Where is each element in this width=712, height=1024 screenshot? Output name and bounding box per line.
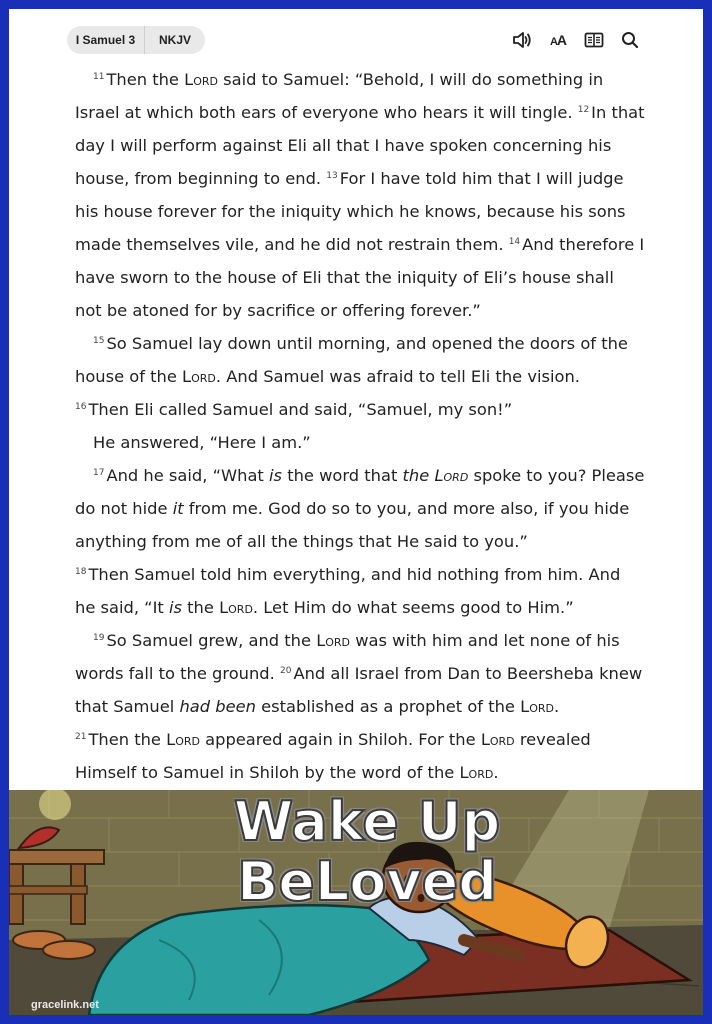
top-bar bbox=[9, 9, 703, 71]
search-icon bbox=[621, 31, 639, 49]
verse-17[interactable]: $^{17}$ And he said, “What is the word that the Lord spoke to you? Please do not hide it from me. God do so to you, and more also, if you hide anything from me of all the things that He said to you.” bbox=[75, 466, 645, 551]
paragraph bbox=[75, 393, 645, 426]
paragraph bbox=[75, 558, 645, 624]
banner-title: Wake Up BeLoved bbox=[233, 790, 501, 913]
verse-12[interactable]: $^{12}$ In that day I will perform against Eli all that I have spoken concerning his house, from beginning to end. bbox=[75, 103, 645, 188]
illustration-samuel-in-bed bbox=[9, 790, 703, 1015]
paragraph bbox=[75, 624, 645, 723]
book-chapter-button[interactable]: I Samuel 3 bbox=[67, 26, 145, 54]
font-size-icon: AA bbox=[549, 32, 567, 48]
verse-number: 19 bbox=[93, 633, 105, 643]
parallel-view-button[interactable] bbox=[583, 28, 605, 52]
paragraph bbox=[75, 327, 645, 393]
verse-number: 16 bbox=[75, 402, 87, 412]
toolbar bbox=[511, 28, 641, 52]
verse-number: 14 bbox=[508, 237, 521, 247]
verse-19[interactable]: $^{19}$ So Samuel grew, and the Lord was with him and let none of his words fall to the ground. bbox=[75, 631, 620, 683]
verse-number: 18 bbox=[75, 567, 87, 577]
verse-number: 11 bbox=[93, 72, 105, 82]
verse-16-answer[interactable]: He answered, “Here I am.” bbox=[93, 433, 311, 452]
verse-number: 17 bbox=[93, 468, 105, 478]
verse-number: 21 bbox=[75, 732, 87, 742]
verse-number: 20 bbox=[280, 666, 292, 676]
paragraph bbox=[75, 723, 645, 789]
verse-11[interactable]: $^{11}$ Then the Lord said to Samuel: “Behold, I will do something in Israel at which both ears of everyone who hears it will tingle. bbox=[75, 70, 604, 122]
font-size-button[interactable] bbox=[547, 28, 569, 52]
audio-button[interactable] bbox=[511, 28, 533, 52]
verse-number: 13 bbox=[326, 171, 338, 181]
reader-frame bbox=[9, 9, 703, 1015]
verse-15[interactable]: $^{15}$ So Samuel lay down until morning, and opened the doors of the house of the Lord. And Samuel was afraid to tell Eli the vision. bbox=[75, 334, 628, 386]
paragraph bbox=[75, 459, 645, 558]
verse-21[interactable]: $^{21}$ Then the Lord appeared again in Shiloh. For the Lord revealed Himself to Samuel in Shiloh by the word of the Lord. bbox=[75, 730, 591, 782]
passage-selector bbox=[67, 26, 205, 54]
verse-18[interactable]: $^{18}$ Then Samuel told him everything, and hid nothing from him. And he said, “It is the Lord. Let Him do what seems good to Him.” bbox=[75, 565, 621, 617]
paragraph bbox=[75, 63, 645, 327]
verse-14[interactable]: $^{14}$ And therefore I have sworn to the house of Eli that the iniquity of Eli’s house shall not be atoned for by sacrifice or offering forever.” bbox=[75, 235, 645, 320]
scripture-text bbox=[75, 63, 645, 789]
search-button[interactable] bbox=[619, 28, 641, 52]
verse-number: 12 bbox=[577, 105, 590, 115]
verse-20[interactable]: $^{20}$ And all Israel from Dan to Beersheba knew that Samuel had been established as a prophet of the Lord. bbox=[75, 664, 643, 716]
speaker-icon bbox=[512, 31, 532, 49]
verse-13[interactable]: $^{13}$ For I have told him that I will judge his house forever for the iniquity which he knows, because his sons made themselves vile, and he did not restrain them. bbox=[75, 169, 626, 254]
book-icon bbox=[584, 32, 604, 48]
watermark: gracelink.net bbox=[31, 999, 99, 1011]
verse-number: 15 bbox=[93, 336, 105, 346]
paragraph bbox=[75, 426, 645, 459]
version-button[interactable]: NKJV bbox=[158, 33, 191, 47]
verse-16[interactable]: $^{16}$ Then Eli called Samuel and said, “Samuel, my son!” bbox=[75, 400, 513, 419]
